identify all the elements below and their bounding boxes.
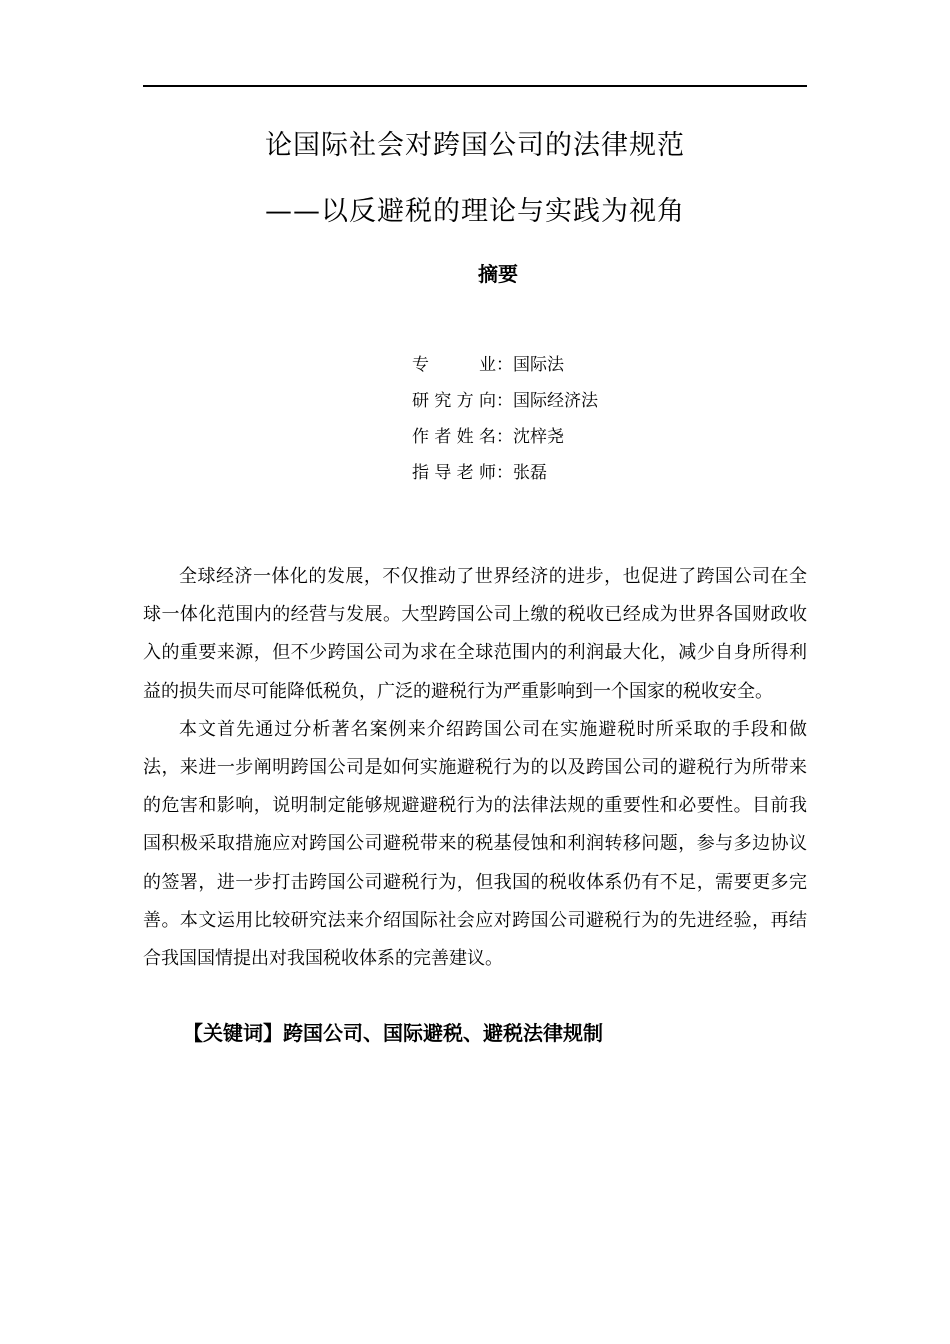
meta-separator: ： [496,391,513,411]
abstract-heading: 摘要 [478,262,518,286]
meta-row-direction [412,383,598,419]
meta-label: 作者姓名 [412,427,496,447]
meta-separator: ： [496,463,513,483]
abstract-paragraph: 全球经济一体化的发展，不仅推动了世界经济的进步，也促进了跨国公司在全球一体化范围内的经营与发展。大型跨国公司上缴的税收已经成为世界各国财政收入的重要来源，但不少跨国公司为求在全球范围内的利润最大化，减少自身所得利益的损失而尽可能降低税负，广泛的避税行为严重影响到一个国家的税收安全。 [143,566,807,702]
meta-label: 研究方向 [412,391,496,411]
meta-value: 国际法 [513,355,564,375]
meta-row-advisor [412,455,598,491]
abstract-paragraph: 本文首先通过分析著名案例来介绍跨国公司在实施避税时所采取的手段和做法，来进一步阐明跨国公司是如何实施避税行为的以及跨国公司的避税行为所带来的危害和影响，说明制定能够规避避税行为的法律法规的重要性和必要性。目前我国积极采取措施应对跨国公司避税带来的税基侵蚀和利润转移问题，参与多边协议的签署，进一步打击跨国公司避税行为，但我国的税收体系仍有不足，需要更多完善。本文运用比较研究法来介绍国际社会应对跨国公司避税行为的先进经验，再结合我国国情提出对我国税收体系的完善建议。 [143,718,807,970]
paper-title: 论国际社会对跨国公司的法律规范 [265,130,685,161]
meta-row-author [412,419,598,455]
meta-label: 指导老师 [412,463,496,483]
author-info [412,347,598,491]
keywords [183,1017,603,1046]
paper-subtitle: ——以反避税的理论与实践为视角 [265,196,685,227]
keywords-label: 【关键词】 [183,1021,283,1045]
keywords-text: 跨国公司、国际避税、避税法律规制 [283,1021,603,1045]
abstract-body [143,558,807,978]
meta-row-major [412,347,598,383]
meta-label: 专业 [412,355,496,375]
meta-separator: ： [496,427,513,447]
meta-value: 张磊 [513,463,547,483]
meta-value: 沈梓尧 [513,427,564,447]
header-rule [143,85,807,87]
meta-separator: ： [496,355,513,375]
meta-value: 国际经济法 [513,391,598,411]
